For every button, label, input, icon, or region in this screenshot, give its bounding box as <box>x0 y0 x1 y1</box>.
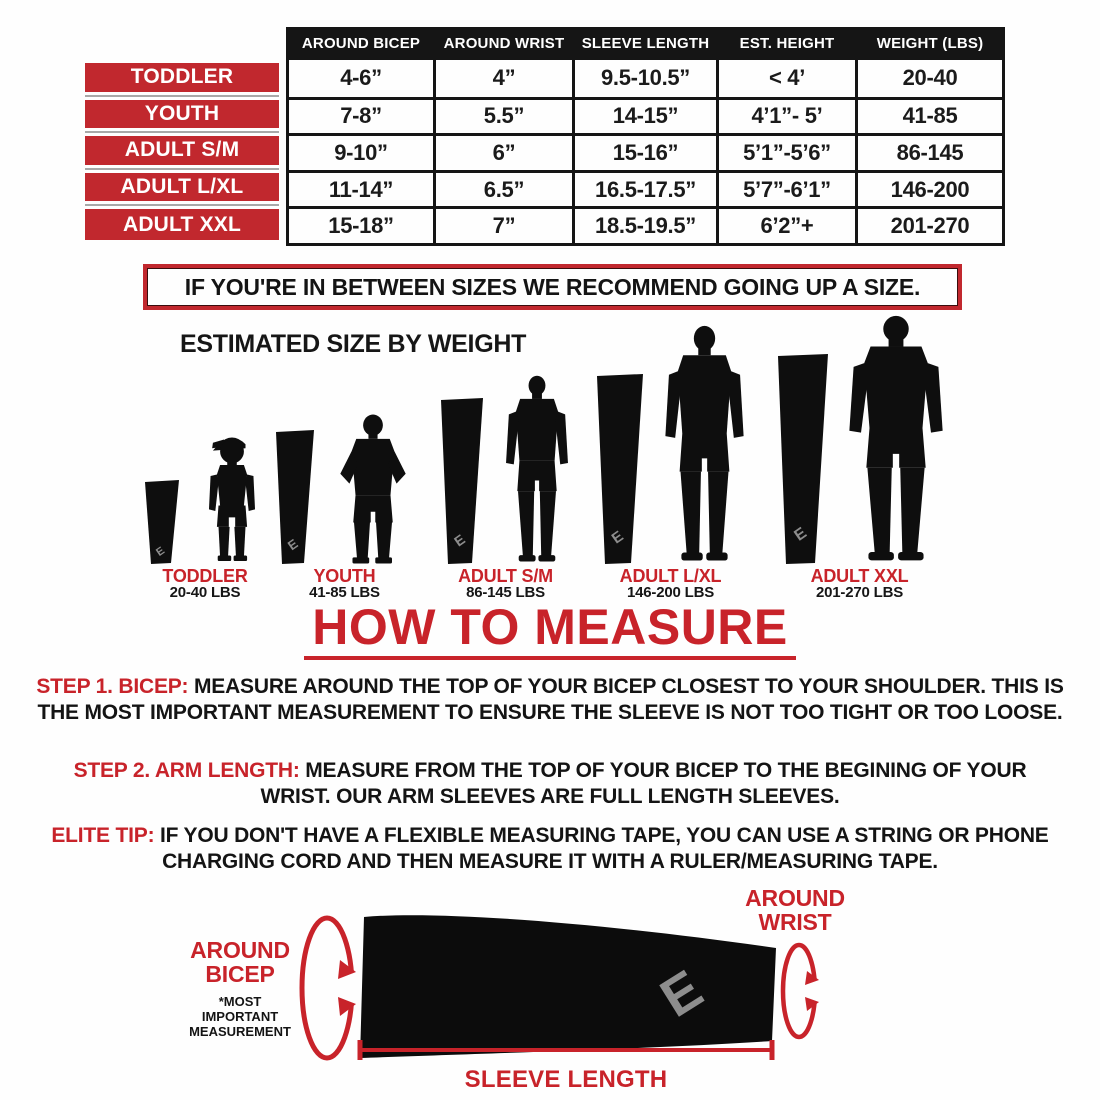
size-group-name: ADULT XXL <box>810 566 909 586</box>
size-group-adult-sm <box>418 375 593 602</box>
column-around-wrist <box>433 27 572 246</box>
table-cell: 5’7”-6’1” <box>719 170 855 207</box>
table-cell: 86-145 <box>858 133 1002 170</box>
size-group-weight: 146-200 LBS <box>626 584 715 601</box>
person-silhouette-adult-lxl <box>657 325 752 565</box>
sleeve-length-measure-line <box>356 1040 776 1060</box>
wrist-circumference-arrow-icon <box>778 940 822 1042</box>
step-2-arm-length <box>45 758 1055 811</box>
arm-sleeve-icon <box>770 353 834 565</box>
table-cell: 16.5-17.5” <box>575 170 716 207</box>
step-1-bicep <box>26 674 1074 727</box>
sleeve-length-label: SLEEVE LENGTH <box>464 1066 668 1093</box>
between-sizes-banner <box>143 264 962 310</box>
table-cell: 7” <box>436 206 572 243</box>
table-cell: 6’2”+ <box>719 206 855 243</box>
column-header: WEIGHT (LBS) <box>858 27 1002 60</box>
size-label-column <box>85 27 279 246</box>
table-cell: 14-15” <box>575 97 716 134</box>
row-label-adult-xxl: ADULT XXL <box>85 209 279 240</box>
table-cell: 5.5” <box>436 97 572 134</box>
column-header: EST. HEIGHT <box>719 27 855 60</box>
size-chart-table <box>85 27 1005 246</box>
svg-text:E: E <box>791 524 810 545</box>
svg-text:E: E <box>451 530 468 550</box>
brand-logo-letter: E <box>650 958 713 1029</box>
around-wrist-label: AROUND WRIST <box>745 885 845 936</box>
size-group-name: TODDLER <box>162 566 248 586</box>
step-label: STEP 1. BICEP: <box>36 675 189 698</box>
table-cell: 41-85 <box>858 97 1002 134</box>
step-text: MEASURE AROUND THE TOP OF YOUR BICEP CLOSEST TO YOUR SHOULDER. THIS IS THE MOST IMPORTANT MEASUREMENT TO ENSURE THE SLEEVE IS NOT TOO TIGHT OR TOO LOOSE. <box>37 675 1064 725</box>
table-cell: 4-6” <box>340 65 382 91</box>
table-cell: 6” <box>436 133 572 170</box>
person-silhouette-youth <box>327 413 419 565</box>
table-cell: 20-40 <box>902 65 958 91</box>
size-group-name: ADULT L/XL <box>619 566 722 586</box>
table-cell: 201-270 <box>858 206 1002 243</box>
column-header: AROUND WRIST <box>436 27 572 60</box>
person-silhouette-adult-sm <box>497 375 577 565</box>
around-bicep-label: AROUND BICEP <box>190 937 290 988</box>
step-text: MEASURE FROM THE TOP OF YOUR BICEP TO THE BEGINING OF YOUR WRIST. OUR ARM SLEEVES ARE FULL LENGTH SLEEVES. <box>260 759 1027 809</box>
arm-sleeve-icon <box>590 373 648 565</box>
arm-sleeve-icon <box>139 479 183 565</box>
row-label-toddler: TODDLER <box>85 63 279 92</box>
step-text: IF YOU DON'T HAVE A FLEXIBLE MEASURING TAPE, YOU CAN USE A STRING OR PHONE CHARGING CORD AND THEN MEASURE IT WITH A RULER/MEASURING TAPE. <box>154 824 1049 874</box>
column-sleeve-length <box>572 27 716 246</box>
person-silhouette-adult-xxl <box>843 315 949 565</box>
size-group-adult-xxl <box>762 315 957 602</box>
how-to-measure-heading: HOW TO MEASURE <box>0 601 1100 660</box>
step-label: STEP 2. ARM LENGTH: <box>73 759 300 782</box>
column-est-height <box>716 27 855 246</box>
svg-text:E: E <box>608 527 627 548</box>
size-group-toddler <box>130 430 280 602</box>
step-label: ELITE TIP: <box>51 824 155 847</box>
column-weight <box>855 27 1005 246</box>
bicep-note: *MOST IMPORTANT MEASUREMENT <box>189 993 291 1040</box>
table-cell: 15-18” <box>289 206 433 243</box>
empty-header-cell <box>85 27 279 60</box>
table-cell: 4’1”- 5’ <box>719 97 855 134</box>
table-cell: 9-10” <box>289 133 433 170</box>
person-silhouette-toddler <box>192 430 272 565</box>
table-cell: < 4’ <box>768 65 806 91</box>
table-cell: 11-14” <box>289 170 433 207</box>
table-cell: 6.5” <box>436 170 572 207</box>
banner-text: IF YOU'RE IN BETWEEN SIZES WE RECOMMEND GOING UP A SIZE. <box>184 273 921 300</box>
table-cell: 7-8” <box>289 97 433 134</box>
column-around-bicep <box>286 27 433 246</box>
table-cell: 5’1”-5’6” <box>719 133 855 170</box>
table-cell: 4” <box>492 65 516 91</box>
arm-sleeve-icon <box>434 397 488 565</box>
size-group-weight: 20-40 LBS <box>169 584 241 601</box>
table-cell: 146-200 <box>858 170 1002 207</box>
arm-sleeve-icon <box>270 429 318 565</box>
svg-text:E: E <box>284 535 301 554</box>
estimated-size-title: ESTIMATED SIZE BY WEIGHT <box>180 330 527 358</box>
size-group-weight: 86-145 LBS <box>466 584 545 601</box>
svg-text:E: E <box>153 544 167 559</box>
table-cell: 15-16” <box>575 133 716 170</box>
table-cell: 18.5-19.5” <box>575 206 716 243</box>
size-group-weight: 41-85 LBS <box>309 584 380 601</box>
column-header: SLEEVE LENGTH <box>575 27 716 60</box>
size-group-adult-lxl <box>578 325 763 602</box>
size-group-name: ADULT S/M <box>458 566 553 586</box>
size-group-name: YOUTH <box>313 566 376 586</box>
column-header: AROUND BICEP <box>289 27 433 60</box>
size-group-weight: 201-270 LBS <box>815 584 904 601</box>
size-group-youth <box>262 413 427 602</box>
row-label-adult-sm: ADULT S/M <box>85 136 279 165</box>
elite-tip <box>50 823 1050 876</box>
row-label-adult-lxl: ADULT L/XL <box>85 173 279 202</box>
table-cell: 9.5-10.5” <box>600 65 691 91</box>
row-label-youth: YOUTH <box>85 100 279 129</box>
